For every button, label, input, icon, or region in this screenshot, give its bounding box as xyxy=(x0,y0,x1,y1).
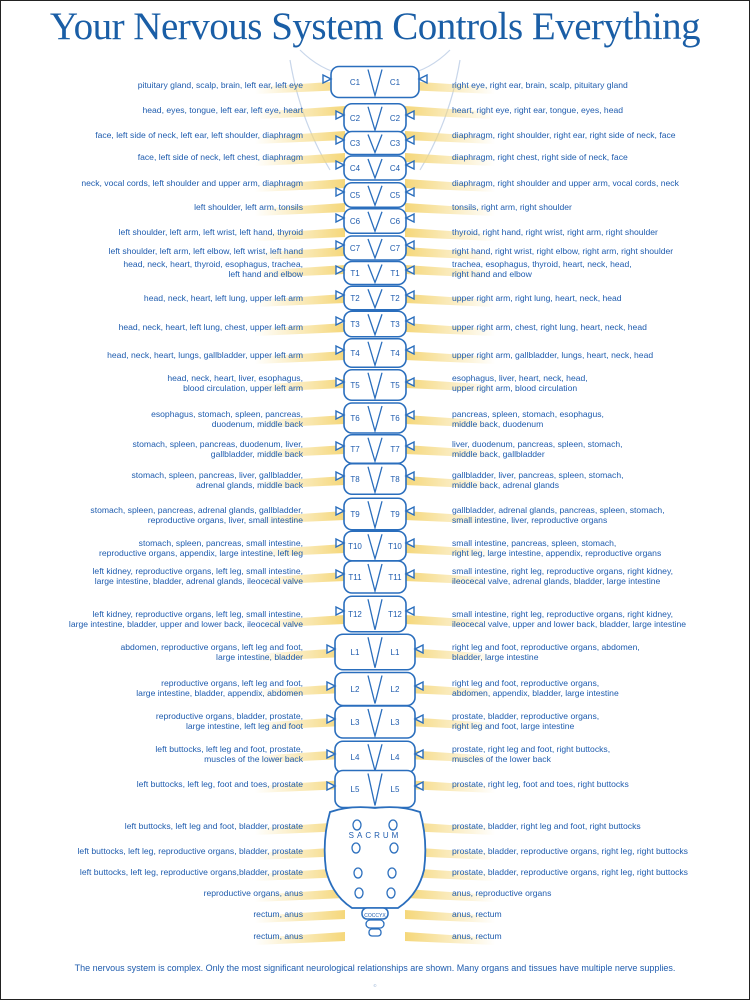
vertebra-l4 xyxy=(335,741,415,773)
nerve-row-right xyxy=(452,821,641,831)
nerve-row-right xyxy=(452,566,673,586)
vertebra-label: C7 xyxy=(389,244,401,253)
nerve-row-left xyxy=(95,130,303,140)
nerve-row-right xyxy=(452,409,604,429)
nerve-row-text: prostate, bladder, reproductive organs, right leg, right buttocks xyxy=(452,846,688,856)
nerve-row-left xyxy=(99,538,303,558)
nerve-row-text: prostate, bladder, reproductive organs, xyxy=(452,711,600,721)
nerve-row-text: upper right arm, chest, right lung, heart, neck, head xyxy=(452,322,647,332)
vertebra-label: C1 xyxy=(389,78,401,87)
nerve-row-text: small intestine, right leg, reproductive organs, right kidney, xyxy=(452,609,673,619)
vertebra-label: T12 xyxy=(348,610,362,619)
nerve-row-left xyxy=(107,350,303,360)
nerve-row-text: ileocecal valve, upper and lower back, bladder, large intestine xyxy=(452,619,687,629)
nerve-row-text: left hand and elbow xyxy=(228,269,303,279)
nerve-row-left xyxy=(132,439,303,459)
nerve-row-right xyxy=(452,178,679,188)
nerve-row-text: diaphragm, right chest, right side of neck, face xyxy=(452,152,628,162)
nerve-row-text: small intestine, pancreas, spleen, stomach, xyxy=(452,538,617,548)
nerve-row-text: prostate, bladder, right leg and foot, right buttocks xyxy=(452,821,641,831)
nerve-row-left xyxy=(156,711,303,731)
nerve-row-text: reproductive organs, left leg and foot, xyxy=(161,678,303,688)
nerve-row-text: diaphragm, right shoulder and upper arm, vocal cords, neck xyxy=(452,178,679,188)
nerve-row-right xyxy=(452,538,661,558)
nerve-row-right xyxy=(452,642,640,662)
vertebra-label: C7 xyxy=(349,244,361,253)
nerve-row-text: reproductive organs, bladder, prostate, xyxy=(155,711,303,721)
nerve-row-text: small intestine, liver, reproductive organs xyxy=(452,515,608,525)
nerve-row-text: thyroid, right hand, right wrist, right arm, right shoulder xyxy=(452,227,658,237)
nerve-row-right xyxy=(452,470,624,490)
nerve-row-text: head, neck, heart, lungs, gallbladder, upper left arm xyxy=(107,350,303,360)
nerve-row-text: abdomen, appendix, bladder, large intestine xyxy=(452,688,619,698)
nerve-row-text: left buttocks, left leg, reproductive organs,bladder, prostate xyxy=(79,867,303,877)
nerve-row-text: large intestine, bladder, appendix, abdomen xyxy=(136,688,303,698)
nerve-row-text: head, neck, heart, left lung, chest, upper left arm xyxy=(118,322,303,332)
nerve-row-text: middle back, adrenal glands xyxy=(452,480,560,490)
nerve-row-text: gallbladder, middle back xyxy=(210,449,303,459)
vertebra-label: C4 xyxy=(349,164,361,173)
coccyx-label: COCCYX xyxy=(364,913,386,919)
nerve-row-right xyxy=(452,867,688,877)
nerve-row-text: left kidney, reproductive organs, left leg, small intestine, xyxy=(92,609,303,619)
nerve-row-text: prostate, right leg, foot and toes, right buttocks xyxy=(452,779,629,789)
nerve-row-left xyxy=(138,80,303,90)
nerve-row-right xyxy=(452,202,572,212)
nerve-row-left xyxy=(93,566,304,586)
nerve-row-right xyxy=(452,259,632,279)
nerve-row-right xyxy=(452,931,502,941)
nerve-row-text: pituitary gland, scalp, brain, left ear, left eye xyxy=(137,80,303,90)
vertebra-label: C5 xyxy=(349,191,361,200)
vertebra-l1 xyxy=(335,634,415,670)
nerve-row-text: large intestine, bladder, adrenal glands, ileocecal valve xyxy=(94,576,303,586)
vertebra-label: L1 xyxy=(390,648,400,657)
vertebra-label: T3 xyxy=(390,320,400,329)
nerve-row-text: heart, right eye, right ear, tongue, eyes, head xyxy=(452,105,624,115)
nerve-row-text: reproductive organs, liver, small intestine xyxy=(147,515,303,525)
nerve-row-left xyxy=(90,505,303,525)
nerve-row-right xyxy=(452,373,588,393)
nerve-row-text: face, left side of neck, left chest, diaphragm xyxy=(137,152,303,162)
nerve-row-text: pancreas, spleen, stomach, esophagus, xyxy=(452,409,604,419)
nerve-row-text: abdomen, reproductive organs, left leg and foot, xyxy=(120,642,303,652)
nerve-row-text: left shoulder, left arm, tonsils xyxy=(194,202,303,212)
nerve-row-text: large intestine, bladder xyxy=(216,652,303,662)
vertebra-label: T5 xyxy=(350,381,360,390)
nerve-row-right xyxy=(452,350,653,360)
nerve-row-text: left buttocks, left leg and foot, bladder, prostate xyxy=(124,821,303,831)
nerve-row-right xyxy=(452,711,599,731)
nerve-row-text: small intestine, right leg, reproductive organs, right kidney, xyxy=(452,566,673,576)
nerve-row-text: large intestine, left leg and foot xyxy=(185,721,303,731)
vertebra-label: C1 xyxy=(349,78,361,87)
nerve-row-right xyxy=(452,909,502,919)
nerve-row-text: right eye, right ear, brain, scalp, pituitary gland xyxy=(452,80,628,90)
nerve-row-left xyxy=(123,259,303,279)
sacrum xyxy=(325,807,426,908)
nerve-row-text: prostate, bladder, reproductive organs, right leg, right buttocks xyxy=(452,867,688,877)
nerve-row-right xyxy=(452,505,665,525)
nerve-row-text: head, neck, heart, left lung, upper left arm xyxy=(143,293,303,303)
vertebra-label: T8 xyxy=(350,475,360,484)
nerve-row-right xyxy=(452,130,676,140)
nerve-row-text: adrenal glands, middle back xyxy=(195,480,303,490)
vertebra-label: C6 xyxy=(389,217,401,226)
nerve-row-right xyxy=(452,293,622,303)
nerve-row-text: neck, vocal cords, left shoulder and upper arm, diaphragm xyxy=(81,178,303,188)
nerve-row-text: right leg and foot, reproductive organs, xyxy=(452,678,600,688)
page-title: Your Nervous System Controls Everything xyxy=(49,5,701,48)
nerve-row-left xyxy=(121,642,304,662)
nerve-row-text: middle back, gallbladder xyxy=(452,449,545,459)
vertebra-label: T8 xyxy=(390,475,400,484)
nerve-row-text: duodenum, middle back xyxy=(211,419,303,429)
nerve-row-text: anus, rectum xyxy=(452,909,502,919)
vertebra-label: T2 xyxy=(350,294,360,303)
nerve-row-text: left shoulder, left arm, left wrist, left hand, thyroid xyxy=(118,227,303,237)
nerve-row-text: upper right arm, blood circulation xyxy=(452,383,578,393)
vertebra-label: C4 xyxy=(389,164,401,173)
nerve-row-text: liver, duodenum, pancreas, spleen, stomach, xyxy=(452,439,623,449)
nerve-row-left xyxy=(78,846,303,856)
nerve-row-left xyxy=(80,867,303,877)
nerve-row-text: bladder, large intestine xyxy=(452,652,539,662)
nerve-row-text: left buttocks, left leg and foot, prostate, xyxy=(155,744,303,754)
nerve-row-left xyxy=(142,105,303,115)
nerve-row-text: muscles of the lower back xyxy=(452,754,551,764)
vertebra-label: L4 xyxy=(350,753,360,762)
nerve-row-left xyxy=(194,202,303,212)
vertebra-label: T4 xyxy=(350,349,360,358)
vertebra-label: T3 xyxy=(350,320,360,329)
vertebra-label: L4 xyxy=(390,753,400,762)
vertebra-label: L1 xyxy=(350,648,360,657)
nerve-row-text: middle back, duodenum xyxy=(452,419,544,429)
nerve-row-text: esophagus, stomach, spleen, pancreas, xyxy=(151,409,303,419)
vertebra-label: L5 xyxy=(390,785,400,794)
vertebra-c1 xyxy=(331,67,419,98)
nerve-row-text: left buttocks, left leg, foot and toes, prostate xyxy=(136,779,303,789)
nerve-row-text: gallbladder, adrenal glands, pancreas, spleen, stomach, xyxy=(452,505,665,515)
nerve-row-left xyxy=(109,246,303,256)
vertebra-label: L5 xyxy=(350,785,360,794)
nerve-row-text: muscles of the lower back xyxy=(204,754,303,764)
nerve-row-text: reproductive organs, anus xyxy=(203,888,303,898)
nerve-row-left xyxy=(69,609,303,629)
nerve-row-text: large intestine, bladder, upper and lower back, ileocecal valve xyxy=(68,619,303,629)
nerve-row-left xyxy=(81,178,303,188)
vertebra-label: T1 xyxy=(350,269,360,278)
vertebra-label: T1 xyxy=(390,269,400,278)
vertebra-label: T11 xyxy=(388,573,402,582)
nerve-row-text: left shoulder, left arm, left elbow, left wrist, left hand xyxy=(108,246,303,256)
nerve-row-left xyxy=(253,931,303,941)
vertebra-l5 xyxy=(335,771,415,808)
vertebra-label: L3 xyxy=(390,718,400,727)
nerve-row-left xyxy=(136,678,303,698)
vertebra-label: T7 xyxy=(350,445,360,454)
nerve-row-text: right leg, large intestine, appendix, reproductive organs xyxy=(452,548,662,558)
vertebra-label: T4 xyxy=(390,349,400,358)
nerve-row-text: head, eyes, tongue, left ear, left eye, heart xyxy=(142,105,303,115)
vertebra-label: C2 xyxy=(349,114,361,123)
nerve-row-right xyxy=(452,439,623,459)
vertebra-label: T10 xyxy=(388,542,402,551)
nerve-row-text: face, left side of neck, left ear, left shoulder, diaphragm xyxy=(95,130,303,140)
vertebra-label: T6 xyxy=(390,414,400,423)
nerve-row-text: ileocecal valve, adrenal glands, bladder, large intestine xyxy=(452,576,661,586)
vertebra-label: T7 xyxy=(390,445,400,454)
nerve-row-right xyxy=(452,609,686,629)
nerve-row-left xyxy=(253,909,303,919)
nerve-row-text: right leg and foot, large intestine xyxy=(452,721,575,731)
vertebra-label: C2 xyxy=(389,114,401,123)
nerve-row-text: reproductive organs, appendix, large intestine, left leg xyxy=(99,548,303,558)
nerve-row-text: upper right arm, gallbladder, lungs, heart, neck, head xyxy=(452,350,654,360)
nerve-row-left xyxy=(132,470,304,490)
sacrum-label: SACRUM xyxy=(348,831,402,840)
nerve-row-right xyxy=(452,227,658,237)
nerve-row-text: head, neck, heart, thyroid, esophagus, trachea, xyxy=(123,259,303,269)
nerve-row-text: esophagus, liver, heart, neck, head, xyxy=(452,373,588,383)
footer-note: The nervous system is complex. Only the most significant neurological relationships are shown. Many organs and tissues have multiple nerve supplies. xyxy=(74,963,676,973)
nerve-row-text: stomach, spleen, pancreas, adrenal glands, gallbladder, xyxy=(90,505,303,515)
nerve-row-text: right hand and elbow xyxy=(452,269,532,279)
vertebra-label: T5 xyxy=(390,381,400,390)
nerve-row-text: anus, reproductive organs xyxy=(452,888,552,898)
nerve-row-left xyxy=(151,409,303,429)
nerve-row-right xyxy=(452,678,619,698)
nerve-row-left xyxy=(125,821,303,831)
nerve-row-text: right hand, right wrist, right elbow, right arm, right shoulder xyxy=(452,246,674,256)
nerve-row-text: head, neck, heart, liver, esophagus, xyxy=(167,373,303,383)
nerve-row-text: right leg and foot, reproductive organs, abdomen, xyxy=(452,642,640,652)
nerve-row-text: left buttocks, left leg, reproductive organs, bladder, prostate xyxy=(77,846,303,856)
nerve-row-text: left kidney, reproductive organs, left leg, small intestine, xyxy=(92,566,303,576)
vertebra-label: C5 xyxy=(389,191,401,200)
vertebra-label: L3 xyxy=(350,718,360,727)
vertebra-label: C3 xyxy=(389,139,401,148)
nerve-row-text: diaphragm, right shoulder, right ear, right side of neck, face xyxy=(452,130,676,140)
nerve-row-left xyxy=(119,322,303,332)
nerve-row-left xyxy=(167,373,303,393)
nerve-row-left xyxy=(155,744,303,764)
nerve-row-right xyxy=(452,152,628,162)
nerve-row-right xyxy=(452,779,629,789)
nerve-row-right xyxy=(452,846,688,856)
nerve-row-text: trachea, esophagus, thyroid, heart, neck, head, xyxy=(452,259,632,269)
nerve-row-text: anus, rectum xyxy=(452,931,502,941)
nerve-row-text: gallbladder, liver, pancreas, spleen, stomach, xyxy=(452,470,624,480)
vertebra-label: L2 xyxy=(350,685,360,694)
nerve-row-text: prostate, right leg and foot, right buttocks, xyxy=(452,744,611,754)
nerve-row-right xyxy=(452,246,673,256)
vertebra-label: T9 xyxy=(390,510,400,519)
nerve-row-text: rectum, anus xyxy=(253,931,303,941)
nerve-row-left xyxy=(144,293,303,303)
vertebra-label: C6 xyxy=(349,217,361,226)
nerve-row-text: stomach, spleen, pancreas, small intestine, xyxy=(138,538,303,548)
vertebra-label: T12 xyxy=(388,610,402,619)
vertebra-label: L2 xyxy=(390,685,400,694)
nerve-row-text: stomach, spleen, pancreas, duodenum, liver, xyxy=(132,439,303,449)
nerve-row-right xyxy=(452,105,623,115)
nerve-row-text: stomach, spleen, pancreas, liver, gallbladder, xyxy=(131,470,303,480)
nerve-row-left xyxy=(204,888,303,898)
nerve-row-right xyxy=(452,80,628,90)
copyright-line: © xyxy=(373,983,377,988)
nerve-row-text: blood circulation, upper left arm xyxy=(183,383,303,393)
nerve-row-right xyxy=(452,888,551,898)
vertebra-label: T2 xyxy=(390,294,400,303)
vertebra-label: T9 xyxy=(350,510,360,519)
nerve-row-left xyxy=(138,152,303,162)
vertebra-label: C3 xyxy=(349,139,361,148)
nerve-row-text: tonsils, right arm, right shoulder xyxy=(452,202,572,212)
nerve-row-text: rectum, anus xyxy=(253,909,303,919)
nerve-row-left xyxy=(119,227,303,237)
vertebra-label: T6 xyxy=(350,414,360,423)
nerve-row-text: upper right arm, right lung, heart, neck, head xyxy=(452,293,622,303)
vertebra-l3 xyxy=(335,706,415,738)
nerve-row-left xyxy=(137,779,303,789)
vertebra-label: T11 xyxy=(348,573,362,582)
vertebra-label: T10 xyxy=(348,542,362,551)
vertebra-l2 xyxy=(335,673,415,706)
nerve-row-right xyxy=(452,322,647,332)
nerve-row-right xyxy=(452,744,610,764)
